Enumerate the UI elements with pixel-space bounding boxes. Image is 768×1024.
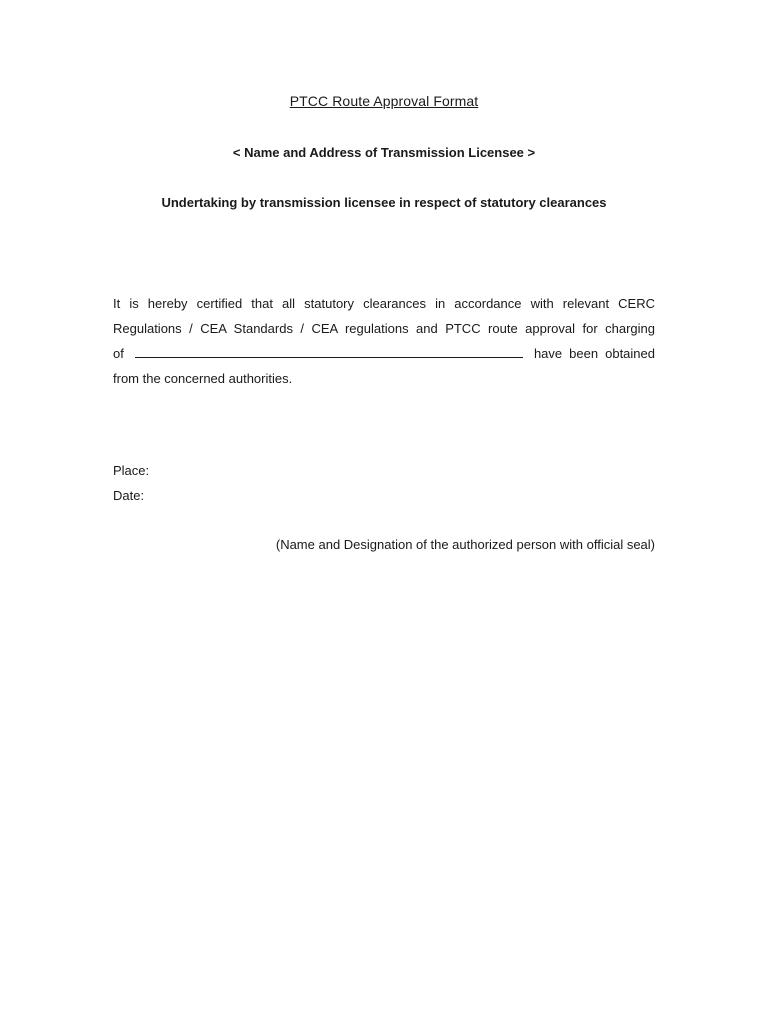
place-label: Place: [113, 463, 150, 478]
paragraph-line: It is hereby certified that all statutory clearances in accordance with relevant CERC [113, 296, 655, 311]
date-label: Date: [113, 488, 145, 503]
paragraph-line-with-blank [113, 341, 655, 366]
paragraph-obtained-text: have been obtained [533, 346, 655, 361]
certification-paragraph [113, 291, 655, 391]
undertaking-heading: Undertaking by transmission licensee in respect of statutory clearances [161, 195, 607, 210]
paragraph-of-word: of [113, 346, 124, 361]
signatory-note: (Name and Designation of the authorized person with official seal) [275, 537, 655, 552]
licensee-placeholder: < Name and Address of Transmission Licensee > [232, 145, 536, 160]
paragraph-line: Regulations / CEA Standards / CEA regulations and PTCC route approval for charging [113, 321, 655, 336]
charging-item-blank-field [135, 344, 523, 358]
paragraph-line: from the concerned authorities. [113, 371, 293, 386]
document-title: PTCC Route Approval Format [289, 93, 479, 109]
